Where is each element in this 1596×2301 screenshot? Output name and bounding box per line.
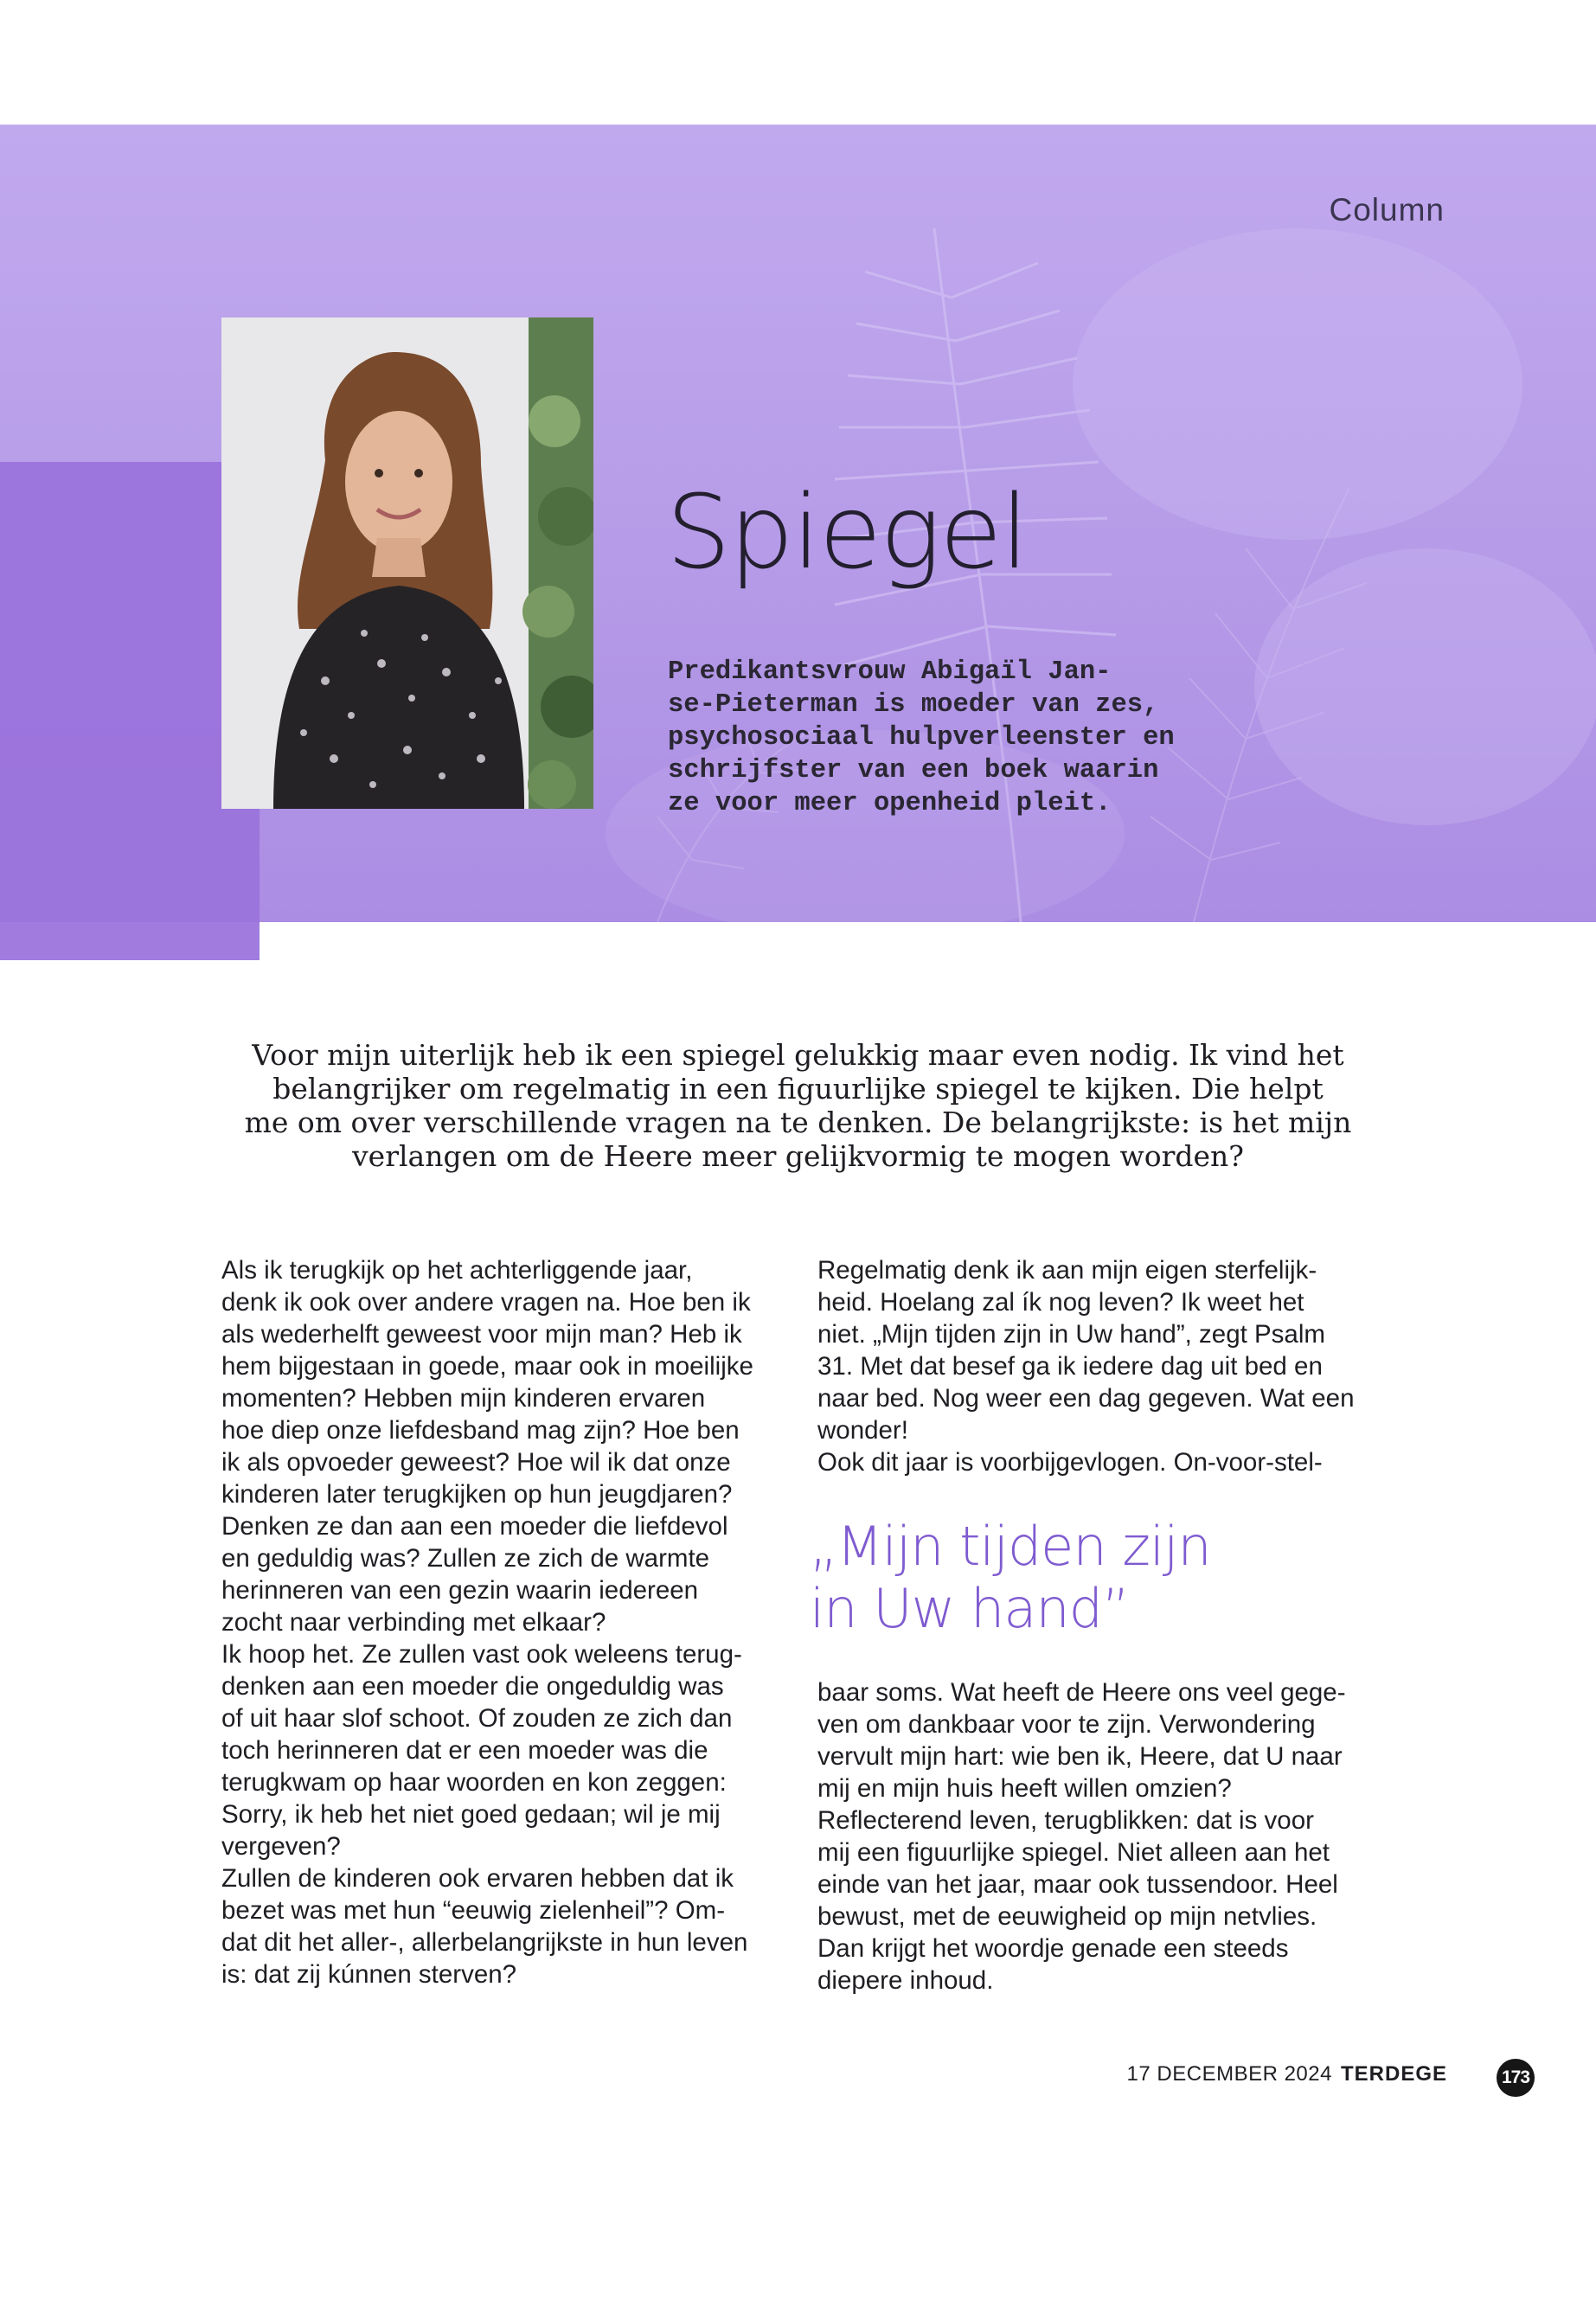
pull-quote [810,1516,1346,1640]
body-line: momenten? Hebben mijn kinderen ervaren [221,1384,706,1413]
body-line: Denken ze dan aan een moeder die liefdevol [221,1512,728,1541]
body-line: ik als opvoeder geweest? Hoe wil ik dat onze [221,1448,731,1477]
body-line: Zullen de kinderen ook ervaren hebben dat ik [221,1864,734,1893]
article-intro [668,656,1265,820]
section-label: Column [1329,192,1445,228]
body-line: niet. „Mijn tijden zijn in Uw hand”, zegt Psalm [817,1320,1325,1349]
body-line: Ook dit jaar is voorbijgevlogen. On-voor-stel- [817,1448,1323,1477]
page-number-badge: 173 [1497,2059,1535,2097]
body-line: kinderen later terugkijken op hun jeugdjaren? [221,1480,733,1509]
accent-block [0,462,260,960]
lead-line: belangrijker om regelmatig in een figuurlijke spiegel te kijken. Die helpt [272,1072,1324,1106]
pull-quote-line: in Uw hand” [810,1577,1130,1640]
body-line: Als ik terugkijk op het achterliggende jaar, [221,1256,693,1285]
intro-line: schrijfster van een boek waarin [668,756,1159,785]
intro-line: Predikantsvrouw Abigaïl Jan- [668,657,1112,687]
body-line: heid. Hoelang zal ík nog leven? Ik weet het [817,1288,1304,1317]
body-line: ven om dankbaar voor te zijn. Verwondering [817,1710,1316,1739]
body-line: Regelmatig denk ik aan mijn eigen sterfelijk- [817,1256,1317,1285]
body-line: vergeven? [221,1832,341,1861]
body-line: naar bed. Nog weer een dag gegeven. Wat een [817,1384,1355,1413]
body-line: wonder! [817,1416,908,1445]
body-line: dat dit het aller-, allerbelangrijkste in hun leven [221,1928,748,1957]
body-line: denk ik ook over andere vragen na. Hoe ben ik [221,1288,751,1317]
body-line: Ik hoop het. Ze zullen vast ook weleens terug- [221,1640,742,1669]
body-line: Dan krijgt het woordje genade een steeds [817,1934,1289,1963]
body-line: herinneren van een gezin waarin iedereen [221,1576,699,1605]
body-line: of uit haar slof schoot. Of zouden ze zich dan [221,1704,733,1733]
lead-line: verlangen om de Heere meer gelijkvormig te mogen worden? [352,1139,1244,1173]
body-line: bewust, met de eeuwigheid op mijn netvlies. [817,1902,1317,1931]
body-line: als wederhelft geweest voor mijn man? Heb ik [221,1320,742,1349]
body-line: einde van het jaar, maar ook tussendoor. Heel [817,1870,1338,1899]
intro-line: ze voor meer openheid pleit. [668,789,1112,818]
pull-quote-line: „Mijn tijden zijn [810,1515,1211,1578]
body-line: 31. Met dat besef ga ik iedere dag uit bed en [817,1352,1323,1381]
body-line: denken aan een moeder die ongeduldig was [221,1672,724,1701]
body-line: vervult mijn hart: wie ben ik, Heere, dat U naar [817,1742,1343,1771]
body-line: bezet was met hun “eeuwig zielenheil”? Om- [221,1896,726,1925]
body-line: baar soms. Wat heeft de Heere ons veel gege- [817,1678,1346,1707]
lead-paragraph [234,1038,1362,1173]
intro-line: psychosociaal hulpverleenster en [668,723,1175,753]
portrait-photo [221,317,593,809]
article-title: Spiegel [666,472,1028,592]
page-footer [1127,2062,1447,2086]
body-line: Sorry, ik heb het niet goed gedaan; wil je mij [221,1800,721,1829]
body-line: en geduldig was? Zullen ze zich de warmte [221,1544,710,1573]
body-line: zocht naar verbinding met elkaar? [221,1608,606,1637]
magazine-brand: TERDEGE [1340,2062,1447,2086]
body-line: toch herinneren dat er een moeder was die [221,1736,708,1765]
body-line: diepere inhoud. [817,1966,994,1995]
body-line: is: dat zij kúnnen sterven? [221,1960,517,1989]
body-line: hem bijgestaan in goede, maar ook in moeilijke [221,1352,753,1381]
body-line: Reflecterend leven, terugblikken: dat is voor [817,1806,1314,1835]
body-column-right-top [817,1254,1388,1478]
lead-line: me om over verschillende vragen na te denken. De belangrijkste: is het mijn [244,1106,1352,1139]
body-column-right-bottom [817,1676,1388,1997]
body-line: mij en mijn huis heeft willen omzien? [817,1774,1232,1803]
body-line: terugkwam op haar woorden en kon zeggen: [221,1768,727,1797]
body-line: mij een figuurlijke spiegel. Niet alleen aan het [817,1838,1330,1867]
body-line: hoe diep onze liefdesband mag zijn? Hoe ben [221,1416,740,1445]
lead-line: Voor mijn uiterlijk heb ik een spiegel gelukkig maar even nodig. Ik vind het [252,1038,1344,1072]
intro-line: se-Pieterman is moeder van zes, [668,690,1159,720]
issue-date: 17 DECEMBER 2024 [1126,2062,1332,2086]
body-column-left [221,1254,792,1990]
